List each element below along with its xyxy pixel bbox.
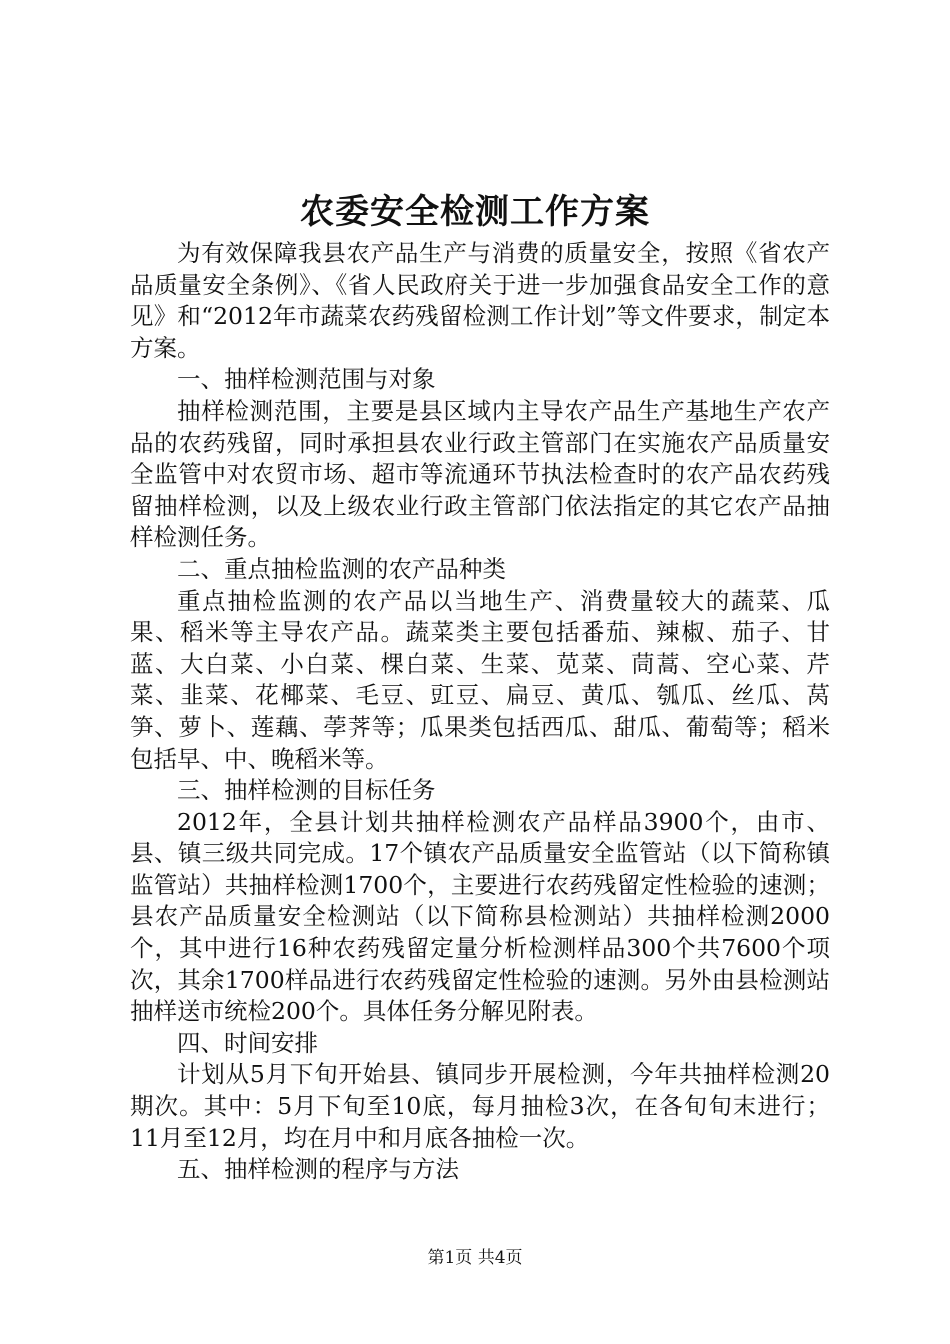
document-title: 农委安全检测工作方案 (300, 192, 650, 232)
section-heading-1: 一、抽样检测范围与对象 (177, 365, 436, 394)
page-number: 第1页 共4页 (427, 1248, 523, 1268)
paragraph-product-types: 重点抽检监测的农产品以当地生产、消费量较大的蔬菜、瓜果、稻米等主导农产品。蔬菜类主要包括番茄、辣椒、茄子、甘蓝、大白菜、小白菜、棵白菜、生菜、苋菜、茼蒿、空心菜、芹菜、韭菜、花椰菜、毛豆、豇豆、扁豆、黄瓜、瓠瓜、丝瓜、莴笋、萝卜、莲藕、荸荠等；瓜果类包括西瓜、甜瓜、葡萄等；稻米包括早、中、晚稻米等。 (130, 586, 830, 773)
paragraph-schedule: 计划从5月下旬开始县、镇同步开展检测，今年共抽样检测20期次。其中：5月下旬至10底，每月抽检3次，在各旬旬末进行；11月至12月，均在月中和月底各抽检一次。 (130, 1060, 830, 1152)
paragraph-targets: 2012年，全县计划共抽样检测农产品样品3900个，由市、县、镇三级共同完成。17个镇农产品质量安全监管站（以下简称镇监管站）共抽样检测1700个，主要进行农药残留定性检验的速测；县农产品质量安全检测站（以下简称县检测站）共抽样检测2000个，其中进行16种农药残留定量分析检测样品300个共7600个项次，其余1700样品进行农药残留定性检验的速测。另外由县检测站抽样送市统检200个。具体任务分解见附表。 (130, 807, 830, 1026)
paragraph-scope: 抽样检测范围，主要是县区域内主导农产品生产基地生产农产品的农药残留，同时承担县农业行政主管部门在实施农产品质量安全监管中对农贸市场、超市等流通环节执法检查时的农产品农药残留抽样检测，以及上级农业行政主管部门依法指定的其它农产品抽样检测任务。 (130, 396, 830, 552)
section-heading-3: 三、抽样检测的目标任务 (177, 776, 436, 805)
section-heading-4: 四、时间安排 (177, 1028, 318, 1057)
section-heading-2: 二、重点抽检监测的农产品种类 (177, 554, 506, 583)
document-body (130, 238, 830, 1186)
section-heading-5: 五、抽样检测的程序与方法 (177, 1155, 459, 1184)
paragraph-intro: 为有效保障我县农产品生产与消费的质量安全，按照《省农产品质量安全条例》、《省人民政府关于进一步加强食品安全工作的意见》和“2012年市蔬菜农药残留检测工作计划”等文件要求，制定本方案。 (130, 239, 830, 362)
